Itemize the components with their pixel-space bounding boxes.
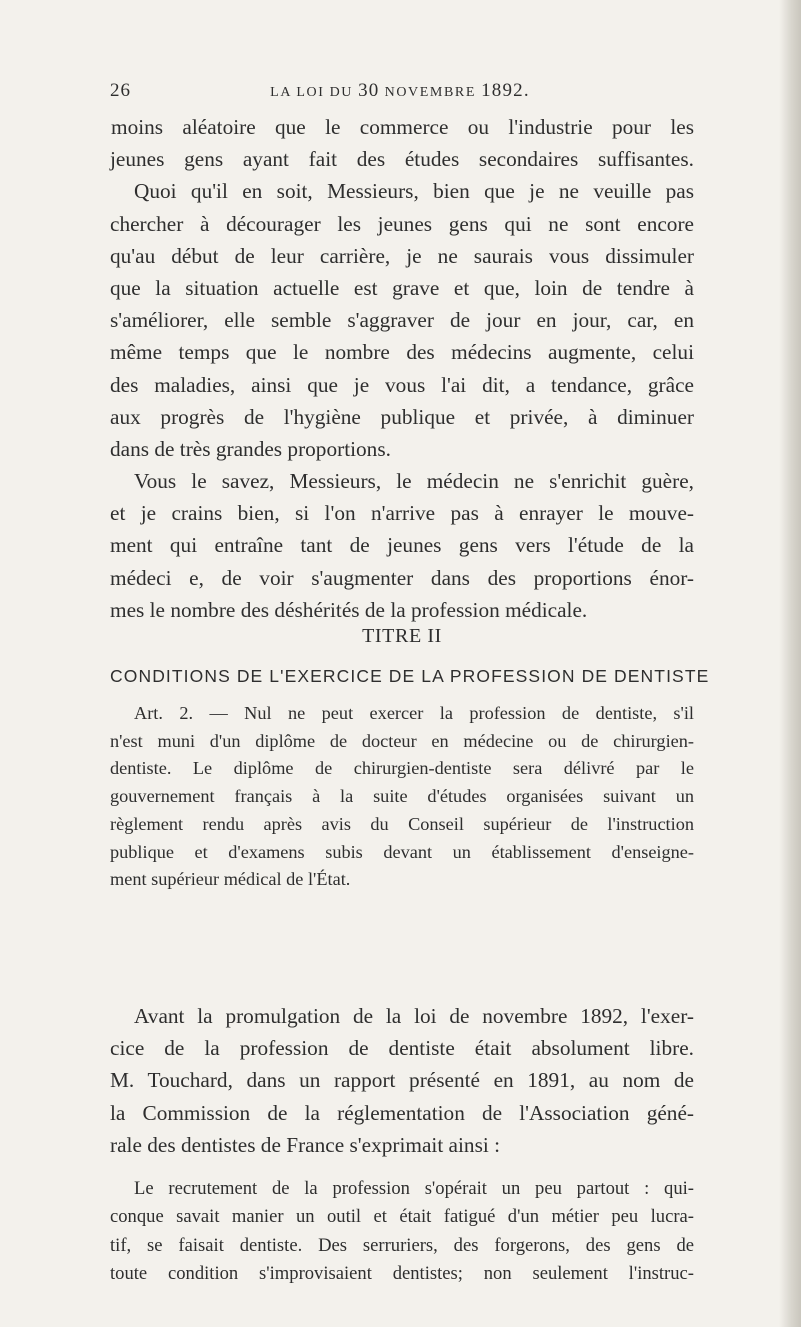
text-line: mes le nombre des déshérités de la profession médicale. [110,597,588,622]
page-number: 26 [110,80,131,101]
running-title [110,80,690,102]
text-line: et je crains bien, si l'on n'arrive pas à enrayer le mouve- [110,501,694,526]
text-line: M. Touchard, dans un rapport présenté en 1891, au nom de [110,1068,694,1093]
text-line: moins aléatoire que le commerce ou l'industrie pour les [111,115,694,139]
text-line: cice de la profession de dentiste était absolument libre. [110,1036,694,1061]
quotation [110,1175,694,1289]
text-line: règlement rendu après avis du Conseil supérieur de l'instruction [110,813,694,834]
text-line: ment qui entraîne tant de jeunes gens vers l'étude de la [110,533,694,558]
text-line: Vous le savez, Messieurs, le médecin ne s'enrichit guère, [134,469,694,493]
text-line: publique et d'examens subis devant un établissement d'enseigne- [110,841,694,862]
text-line: gouvernement français à la suite d'études organisées suivant un [110,786,694,807]
text-line: Le recrutement de la profession s'opérait un peu partout : qui- [134,1178,694,1199]
text-line: toute condition s'improvisaient dentistes; non seulement l'instruc- [110,1263,694,1285]
paragraph-1 [110,111,694,465]
text-line: s'améliorer, elle semble s'aggraver de jour en jour, car, en [110,308,694,333]
text-line: ment supérieur médical de l'État. [110,869,351,890]
running-title-prefix: LA LOI DU [270,85,359,100]
section-heading: CONDITIONS DE L'EXERCICE DE LA PROFESSION DE DENTISTE [110,666,710,686]
text-line: qu'au début de leur carrière, je ne saurais vous dissimuler [110,243,694,268]
text-line: conque savait manier un outil et était fatigué d'un métier peu lucra- [110,1206,694,1228]
running-title-month: NOVEMBRE [379,85,482,100]
text-line: médeci e, de voir s'augmenter dans des proportions énor- [110,565,694,590]
text-line: chercher à décourager les jeunes gens qui ne sont encore [110,211,694,236]
running-title-year: 1892. [481,80,530,101]
text-line: Art. 2. — Nul ne peut exercer la profession de dentiste, s'il [134,703,694,723]
paragraph-3 [110,1000,694,1161]
text-line: aux progrès de l'hygiène publique et privée, à diminuer [110,404,694,429]
text-line: dans de très grandes proportions. [110,437,391,462]
text-line: Quoi qu'il en soit, Messieurs, bien que je ne veuille pas [134,179,694,204]
page-edge-shadow [779,0,801,1327]
text-line: même temps que le nombre des médecins augmente, celui [110,340,694,365]
text-line: tif, se faisait dentiste. Des serruriers, des forgerons, des gens de [110,1234,694,1256]
text-line: n'est muni d'un diplôme de docteur en médecine ou de chirurgien- [110,730,694,751]
running-title-number: 30 [358,80,380,101]
text-line: rale des dentistes de France s'exprimait ainsi : [110,1132,501,1157]
text-line: Avant la promulgation de la loi de novembre 1892, l'exer- [134,1004,694,1028]
paragraph-2 [110,465,694,626]
article-2 [110,700,694,894]
page-header [110,80,690,108]
text-line: des maladies, ainsi que je vous l'ai dit, a tendance, grâce [110,372,694,397]
title-heading: TITRE II [362,625,442,647]
text-line: jeunes gens ayant fait des études secondaires suffisantes. [110,147,694,172]
text-line: que la situation actuelle est grave et que, loin de tendre à [110,276,694,301]
text-line: dentiste. Le diplôme de chirurgien-dentiste sera délivré par le [110,758,694,779]
text-line: la Commission de la réglementation de l'Association géné- [110,1100,694,1125]
